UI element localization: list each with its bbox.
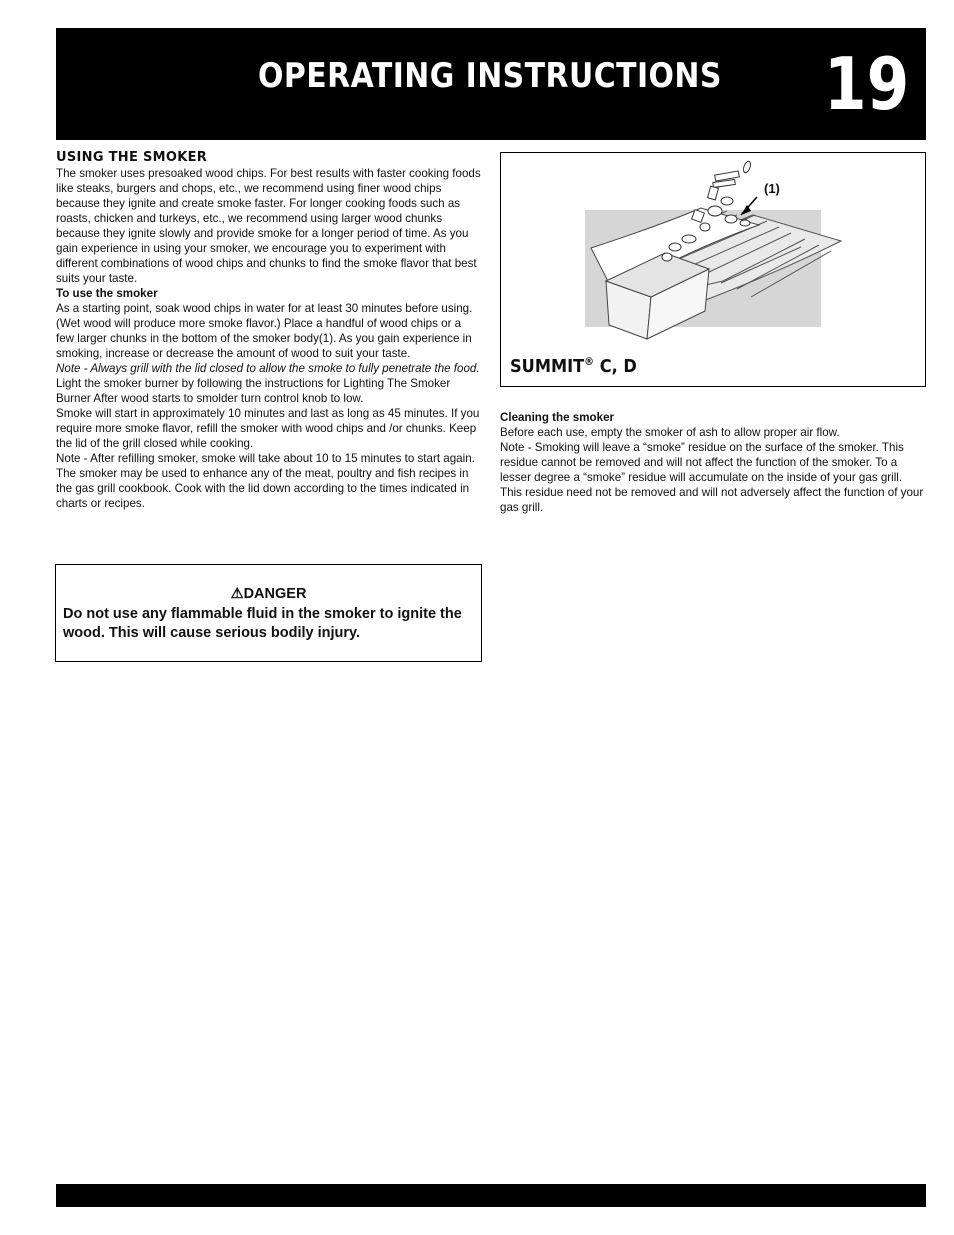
danger-title [63,585,474,603]
page-number: 19 [824,42,910,126]
footer-bar [56,1184,926,1207]
light-burner-paragraph: Light the smoker burner by following the instructions for Lighting The Smoker Burner After wood starts to smolder turn control knob to low. [56,377,451,405]
smoker-illustration [501,153,924,385]
cleaning-section [500,410,926,515]
danger-label: DANGER [243,586,307,602]
using-smoker-section [56,150,482,511]
smoker-figure [500,152,926,387]
warning-triangle-icon: ⚠ [230,586,244,602]
figure-caption: SUMMIT® C, D [510,355,637,377]
danger-warning-box [55,564,482,662]
enhance-paragraph: The smoker may be used to enhance any of the meat, poultry and fish recipes in the gas grill cookbook. Cook with the lid down according to the times indicated in charts or recipes. [56,467,470,510]
intro-paragraph: The smoker uses presoaked wood chips. For best results with faster cooking foods like steaks, burgers and chops, etc., we recommend using finer wood chips because they ignite and create smoke faster. For longer cooking foods such as roasts, chicken and turkeys, etc., we recommend using larger wood chunks because they ignite slowly and provide smoke for a longer period of time. As you gain experience in using your smoker, we encourage you to experiment with different combinations of wood chips and chunks to find the smoke flavor that best suits your taste. [56,167,481,285]
page-title: OPERATING INSTRUCTIONS [258,56,722,96]
smoke-duration-paragraph: Smoke will start in approximately 10 minutes and last as long as 45 minutes. If you require more smoke flavor, refill the smoker with wood chips and /or chunks. Keep the lid of the grill closed while cooking. [56,407,480,450]
starting-point-paragraph: As a starting point, soak wood chips in water for at least 30 minutes before using. (Wet wood will produce more smoke flavor.) Place a handful of wood chips or a few larger chunks in the bottom of the smoker body(1). As you gain experience in smoking, increase or decrease the amount of wood to suit your taste. [56,302,473,360]
refill-note: Note - After refilling smoker, smoke will take about 10 to 15 minutes to start again. [56,452,475,465]
danger-text: Do not use any flammable fluid in the smoker to ignite the wood. This will cause serious bodily injury. [63,606,462,641]
residue-note: Note - Smoking will leave a “smoke” residue on the surface of the smoker. This residue cannot be removed and will not affect the function of the smoker. To a lesser degree a “smoke” residue will accumulate on the inside of your gas grill. This residue need not be removed and will not adversely affect the function of your gas grill. [500,441,924,514]
lid-note: Note - Always grill with the lid closed to allow the smoke to fully penetrate the food. [56,362,480,375]
cleaning-paragraph: Before each use, empty the smoker of ash to allow proper air flow. [500,426,840,439]
callout-label: (1) [764,181,780,196]
cleaning-heading: Cleaning the smoker [500,411,615,424]
subheading-to-use: To use the smoker [56,287,158,300]
section-heading: USING THE SMOKER [56,150,208,165]
